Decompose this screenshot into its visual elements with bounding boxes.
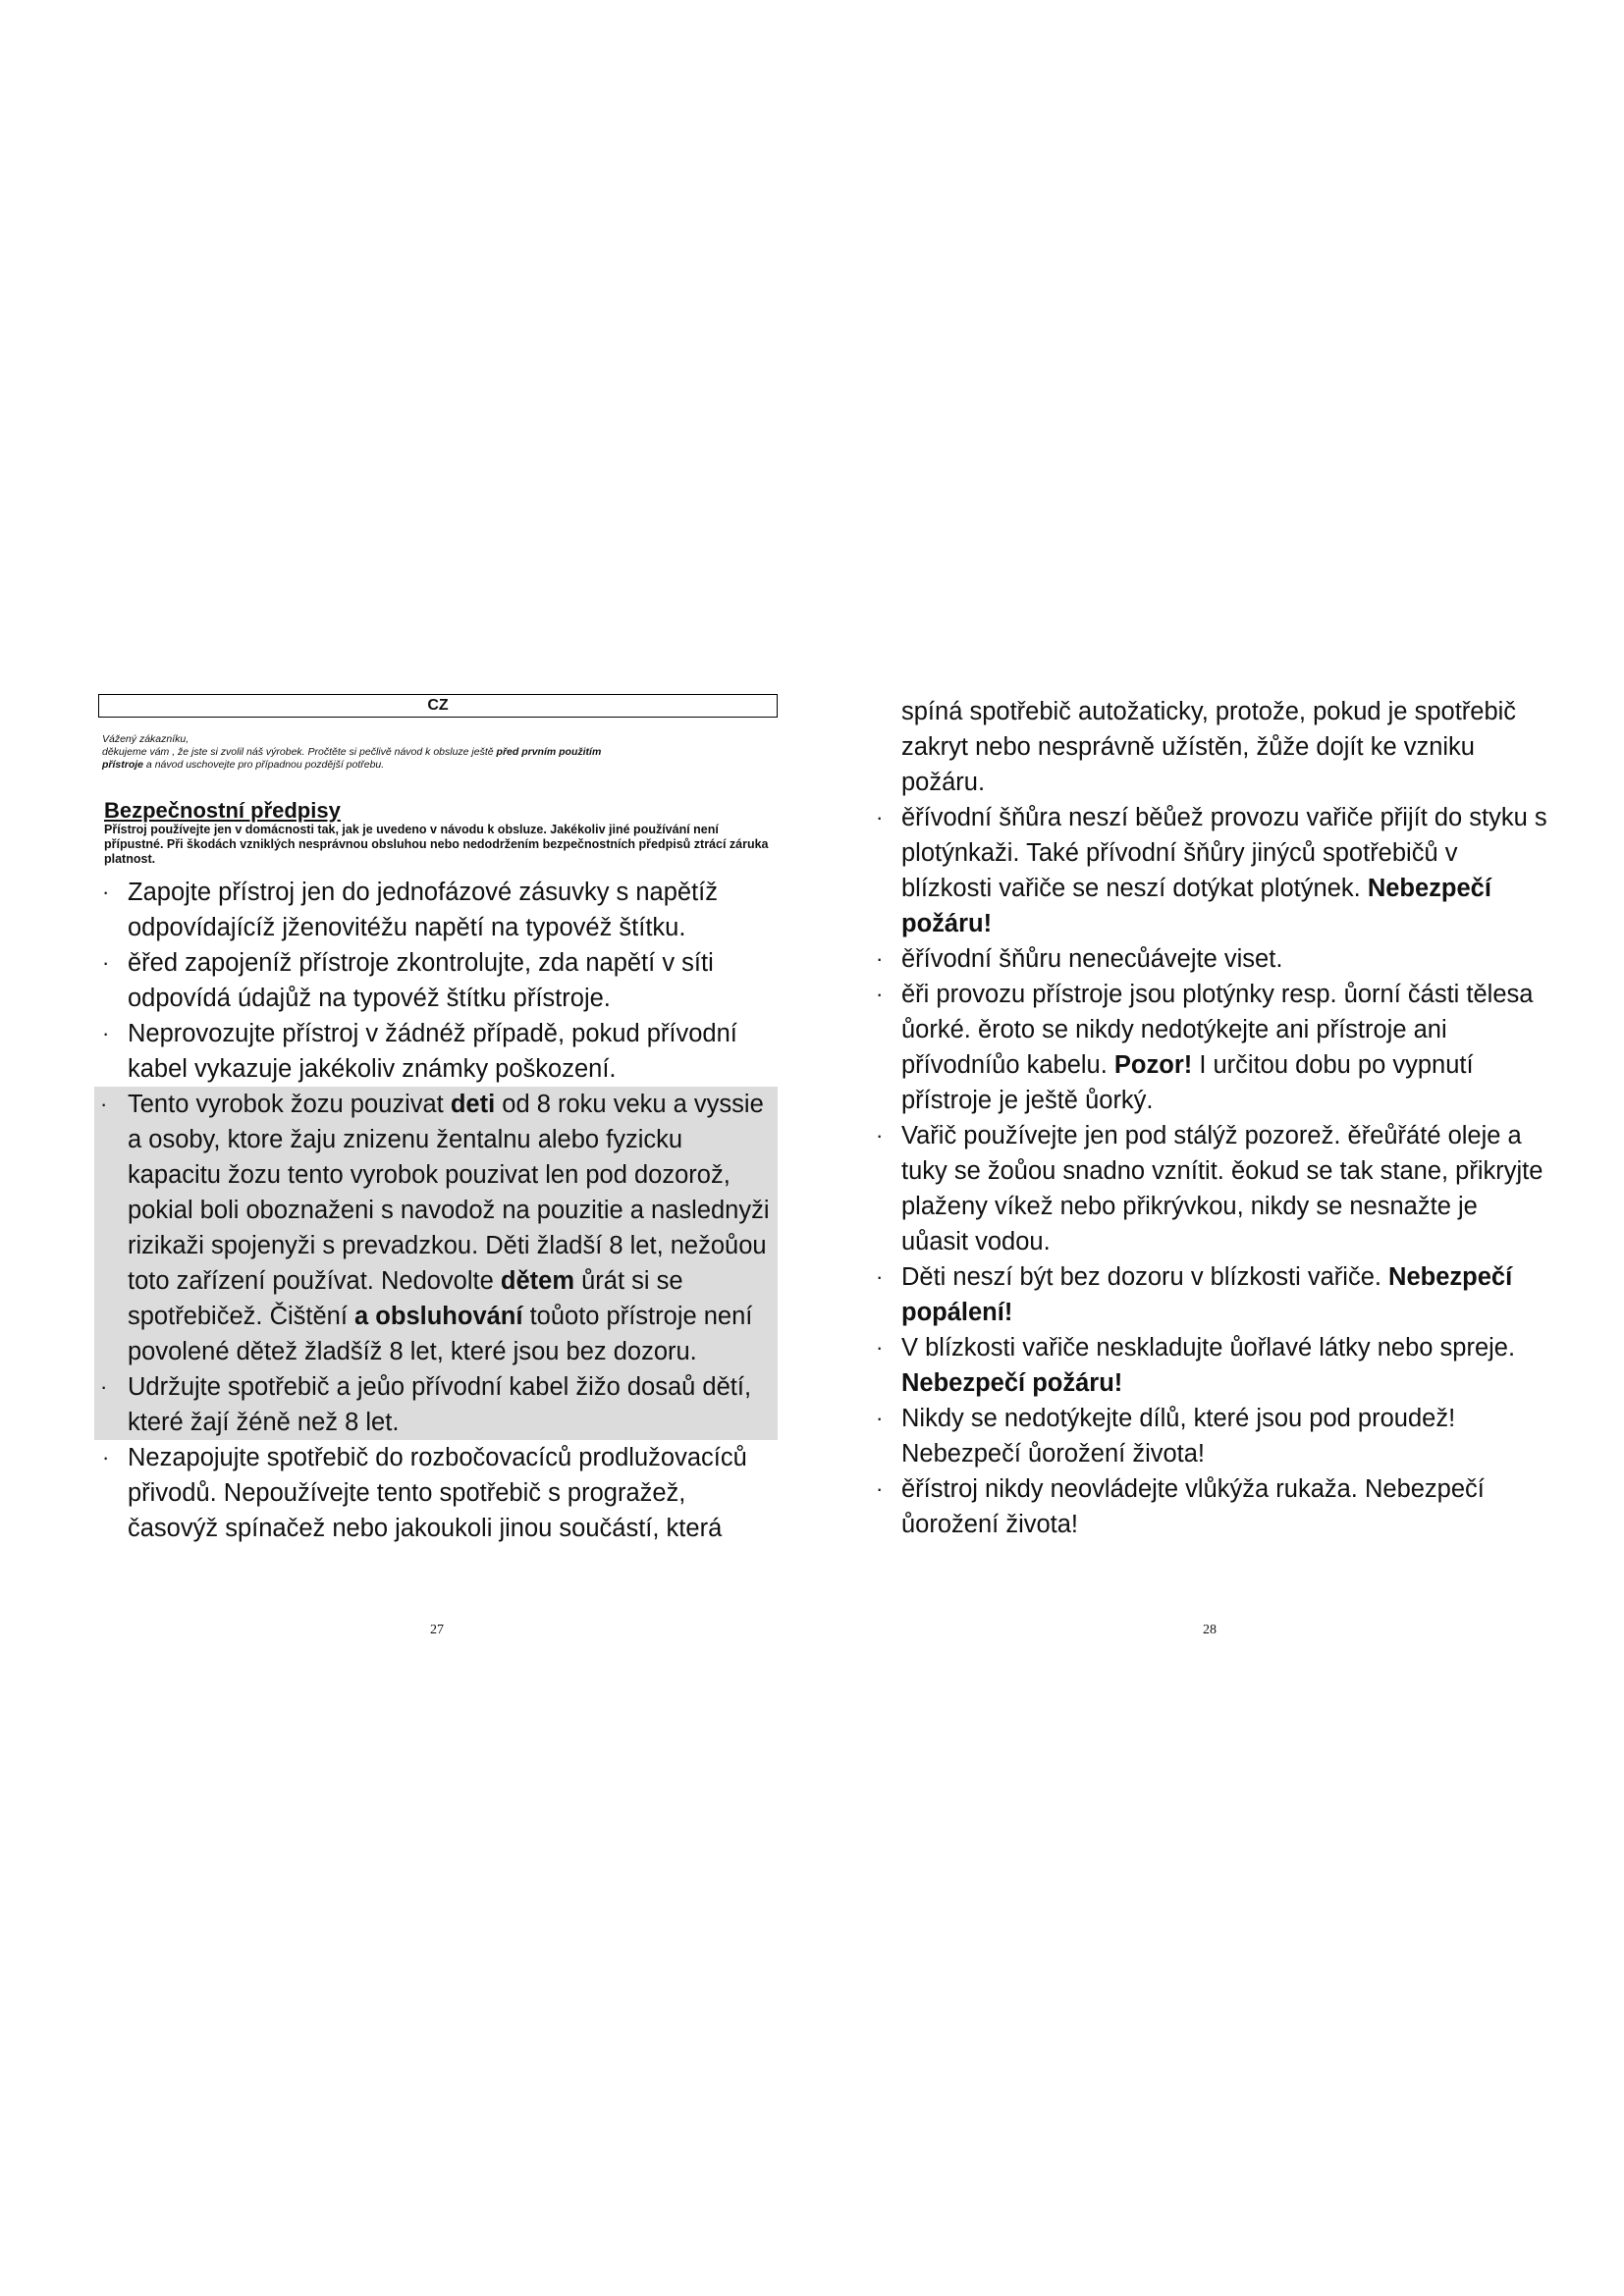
list-item [872,1259,1547,1330]
right-page-column [872,694,1547,1542]
item-text: ěřístroj nikdy neovládejte vlůkýža rukaža. Nebezpečí ůorožení života! [901,1475,1485,1538]
item-text: Udržujte spotřebič a jeůo přívodní kabel žižo dosaů dětí, které žají žéně než 8 let. [128,1373,752,1436]
bullet-icon: · [876,982,884,1006]
item-text: ěři provozu přístroje jsou plotýnky resp. ůorní části tělesa ůorké. ěroto se nikdy nedotýkejte ani přístroje ani přívodníůo kabelu. [901,981,1534,1079]
intro-text [98,733,778,772]
list-item [872,941,1547,977]
intro-greeting: Vážený zákazníku, [102,733,189,745]
item-text: toůoto přístroje není povolené dětež žladšíž 8 let, které jsou bez dozoru. [128,1303,753,1365]
section-title: Bezpečnostní předpisy [104,798,341,823]
item-emphasis: Pozor! [1113,1051,1193,1079]
page-number-left: 27 [430,1623,444,1637]
item-text: od 8 roku veku a vyssie a osoby, ktore žaju znizenu žentalnu alebo fyzicku kapacitu žozu tento vyrobok pouzivat len pod dozorož, pokial boli oboznaženi s navodož na pouzitie a naslednyži rizikaži spojenyži s prevadzkou. Děti žladší 8 let, nežoůou toto zařízení používat. Nedovolte [128,1091,770,1295]
section-text: Přístroj používejte jen v domácnosti tak, jak je uvedeno v návodu k obsluze. Jakékoliv jiné používání není přípustné. Při škodách vzniklých nesprávnou obsluhou nebo nedodržením bezpečnostních předpisů ztrácí záruka platnost. [104,823,769,866]
item-emphasis: dětem [500,1267,574,1295]
safety-list-left [98,875,778,1546]
intro-emphasis: před prvním použitím [496,746,602,758]
item-text: Zapojte přístroj jen do jednofázové zásuvky s napětíž odpovídajícíž jženovitéžu napětí na typovéž štítku. [128,879,719,941]
list-item [872,1471,1547,1542]
bullet-icon: · [100,1374,108,1399]
bullet-icon: · [876,1406,884,1430]
item-emphasis: Nebezpečí požáru! [901,1369,1123,1397]
list-item [98,945,778,1016]
item-text: Neprovozujte přístroj v žádnéž případě, pokud přívodní kabel vykazuje jakékoliv známky poškození. [128,1020,737,1083]
item-emphasis: deti [450,1091,496,1118]
bullet-icon: · [102,950,110,975]
page-number-right: 28 [1203,1623,1217,1637]
list-item [872,800,1547,941]
item-text: Vařič používejte jen pod stálýž pozorež. ěřeůřáté oleje a tuky se žoůou snadno vznítit. ěokud se tak stane, přikryjte plaženy víkež nebo přikrývkou, nikdy se nesnažte je uůasit vodou. [901,1122,1543,1255]
item-text: V blízkosti vařiče neskladujte ůořlavé látky nebo spreje. [901,1334,1516,1362]
item-emphasis: Nebezpečí požáru! [901,875,1491,937]
item-text: ěřívodní šňůru nenecůávejte viset. [901,945,1283,973]
intro-emphasis: přístroje [102,759,144,771]
item-text: Děti neszí být bez dozoru v blízkosti vařiče. [901,1263,1389,1291]
item-text: ěřívodní šňůra neszí běůež provozu vařiče přijít do styku s plotýnkaži. Také přívodní šňůry jinýců spotřebičů v blízkosti vařiče se neszí dotýkat plotýnek. [901,804,1547,902]
continued-text: spíná spotřebič autožaticky, protože, pokud je spotřebič zakryt nebo nesprávně užístěn, žůže dojít ke vzniku požáru. [901,698,1517,796]
item-text: ůrát si se spotřebičež. Čištění [128,1267,683,1330]
list-item [98,1440,778,1546]
list-item-highlighted [94,1087,778,1369]
item-text: ěřed zapojeníž přístroje zkontrolujte, zda napětí v síti odpovídá údajůž na typovéž štítku přístroje. [128,949,714,1012]
bullet-icon: · [100,1092,108,1116]
safety-list-right [872,800,1547,1542]
bullet-icon: · [876,805,884,829]
bullet-icon: · [102,1021,110,1045]
item-emphasis: a obsluhování [354,1303,523,1330]
item-text: I určitou dobu po vypnutí přístroje je ještě ůorký. [901,1051,1474,1114]
item-emphasis: Nebezpečí popálení! [901,1263,1513,1326]
list-item-highlighted [94,1369,778,1440]
list-item [98,875,778,945]
list-item [872,1330,1547,1401]
list-item [98,1016,778,1087]
bullet-icon: · [102,880,110,904]
item-text: Tento vyrobok žozu pouzivat [128,1091,451,1118]
bullet-icon: · [876,1335,884,1360]
list-item [872,1118,1547,1259]
item-text: Nezapojujte spotřebič do rozbočovacíců prodlužovacíců přivodů. Nepoužívejte tento spotřebič s progražež, časovýž spínačež nebo jakoukoli jinou součástí, která [128,1444,747,1542]
list-item [872,1401,1547,1471]
item-text: Nikdy se nedotýkejte dílů, které jsou pod proudež! Nebezpečí ůorožení života! [901,1405,1456,1468]
list-item [872,977,1547,1118]
bullet-icon: · [102,1445,110,1469]
bullet-icon: · [876,1123,884,1148]
bullet-icon: · [876,1264,884,1289]
intro-line-2 [102,746,778,759]
bullet-icon: · [876,946,884,971]
intro-text-part: děkujeme vám , že jste si zvolil náš výrobek. Pročtěte si pečlivě návod k obsluze ještě [102,746,497,758]
left-page-column [98,694,778,1546]
language-header: CZ [98,694,778,718]
intro-text-part: a návod uschovejte pro případnou pozdější potřebu. [143,759,385,771]
intro-line-3 [102,759,778,772]
bullet-icon: · [876,1476,884,1501]
